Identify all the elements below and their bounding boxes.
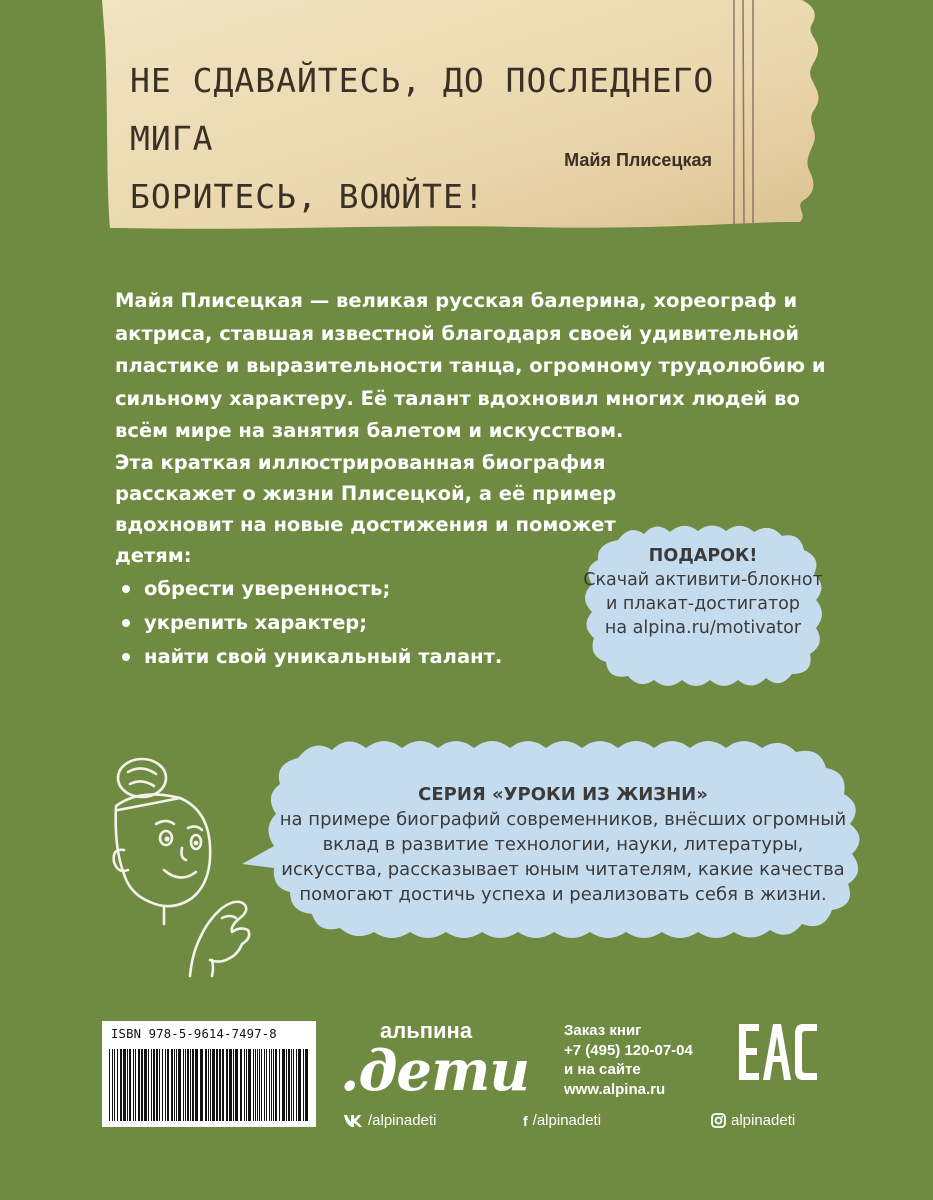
bullet-icon	[122, 653, 130, 661]
order-website[interactable]: www.alpina.ru	[564, 1080, 666, 1098]
barcode-icon	[109, 1049, 309, 1121]
intro-paragraph: Эта краткая иллюстрированная биография расскажет о жизни Плисецкой, а её пример вдохновит на новые достижения и поможет детям:	[115, 451, 617, 567]
list-item: обрести уверенность;	[122, 573, 502, 604]
instagram-icon	[711, 1113, 726, 1128]
social-links	[343, 1112, 833, 1136]
barcode-bar	[133, 1049, 134, 1121]
barcode-bar	[112, 1049, 113, 1121]
barcode-bar	[261, 1049, 262, 1121]
barcode-bar	[190, 1049, 191, 1121]
barcode-bar	[248, 1049, 251, 1121]
barcode-bar	[291, 1049, 292, 1121]
logo-bottom-word: .дети	[340, 1038, 530, 1104]
gift-cloud	[578, 518, 828, 694]
quote-line-1: НЕ СДАВАЙТЕСЬ, ДО ПОСЛЕДНЕГО МИГА	[130, 61, 715, 158]
barcode-bar	[219, 1049, 221, 1121]
barcode-bar	[127, 1049, 128, 1121]
bullet-icon	[122, 585, 130, 593]
barcode-bar	[210, 1049, 211, 1121]
social-vk[interactable]	[343, 1112, 436, 1129]
barcode-bar	[269, 1049, 270, 1121]
gift-line-2: и плакат-достигатор	[605, 594, 800, 614]
barcode-bar	[148, 1049, 149, 1121]
barcode-bar	[216, 1049, 218, 1121]
vk-handle: /alpinadeti	[368, 1112, 437, 1129]
quote-text	[130, 52, 790, 226]
order-line-3: и на сайте	[564, 1061, 641, 1078]
barcode-bar	[171, 1049, 173, 1121]
barcode-bar	[296, 1049, 297, 1121]
quote-note	[102, 0, 835, 232]
about-paragraph: Майя Плисецкая — великая русская балерина, хореограф и актриса, ставшая известной благодаря своей удивительной пластике и выразительности танца, огромному трудолюбию и сильному характеру. Её талант вдохновил многих людей во всём мире на занятия балетом и искусством.	[115, 289, 826, 442]
list-item: укрепить характер;	[122, 607, 502, 638]
barcode-bar	[266, 1049, 267, 1121]
order-info	[564, 1021, 744, 1099]
barcode-bar	[156, 1049, 158, 1121]
barcode-bar	[178, 1049, 181, 1121]
list-item: найти свой уникальный талант.	[122, 641, 502, 672]
social-facebook[interactable]	[523, 1112, 601, 1129]
barcode-bar	[271, 1049, 272, 1121]
gift-link[interactable]: на alpina.ru/motivator	[604, 618, 802, 638]
barcode-bar	[226, 1049, 228, 1121]
barcode-bar	[138, 1049, 140, 1121]
barcode-bar	[200, 1049, 203, 1121]
barcode-bar	[264, 1049, 265, 1121]
barcode-bar	[259, 1049, 260, 1121]
facebook-handle: /alpinadeti	[532, 1112, 602, 1129]
barcode-bar	[185, 1049, 186, 1121]
barcode-bar	[257, 1049, 258, 1121]
barcode-bar	[205, 1049, 207, 1121]
barcode-bar	[129, 1049, 131, 1121]
barcode-bar	[208, 1049, 209, 1121]
barcode-bar	[159, 1049, 160, 1121]
barcode-bar	[305, 1049, 308, 1121]
barcode-bar	[240, 1049, 242, 1121]
series-text	[273, 782, 853, 907]
barcode-bar	[222, 1049, 224, 1121]
barcode-bar	[253, 1049, 254, 1121]
barcode-bar	[114, 1049, 115, 1121]
barcode-bar	[183, 1049, 184, 1121]
publisher-logo[interactable]	[340, 1016, 540, 1108]
quote-line-2: БОРИТЕСЬ, ВОЮЙТЕ!	[130, 177, 485, 216]
instagram-handle: alpinadeti	[731, 1112, 796, 1129]
bullet-icon	[122, 619, 130, 627]
logo-top-word: альпина	[380, 1018, 473, 1043]
barcode-bar	[235, 1049, 238, 1121]
gift-text	[578, 544, 828, 640]
barcode-bar	[275, 1049, 277, 1121]
barcode-bar	[255, 1049, 256, 1121]
barcode-bar	[120, 1049, 122, 1121]
barcode-bar	[293, 1049, 294, 1121]
barcode-bar	[229, 1049, 232, 1121]
barcode-bar	[167, 1049, 169, 1121]
benefits-list	[122, 573, 502, 675]
series-title: СЕРИЯ «УРОКИ ИЗ ЖИЗНИ»	[418, 784, 708, 805]
barcode-bar	[212, 1049, 215, 1121]
order-line-1: Заказ книг	[564, 1022, 642, 1039]
barcode-bar	[176, 1049, 177, 1121]
series-cloud	[228, 728, 880, 960]
barcode-bar	[174, 1049, 175, 1121]
barcode-bar	[144, 1049, 147, 1121]
vk-icon	[343, 1114, 363, 1128]
barcode-bar	[273, 1049, 274, 1121]
order-phone[interactable]: +7 (495) 120-07-04	[564, 1041, 693, 1059]
barcode-bar	[246, 1049, 247, 1121]
barcode-bar	[123, 1049, 126, 1121]
barcode-bar	[165, 1049, 166, 1121]
series-description: на примере биографий современников, внёсших огромный вклад в развитие технологии, науки, литературы, искусства, рассказывает юным читателям, какие качества помогают достичь успеха и реализовать себя в жизни.	[279, 809, 847, 905]
barcode-bar	[151, 1049, 152, 1121]
barcode-bar	[109, 1049, 110, 1121]
barcode-bar	[298, 1049, 301, 1121]
barcode-bar	[162, 1049, 163, 1121]
barcode-bar	[279, 1049, 280, 1121]
barcode-bar	[153, 1049, 155, 1121]
isbn-number: ISBN 978-5-9614-7497-8	[111, 1027, 277, 1041]
eac-mark	[737, 1022, 821, 1082]
barcode-bar	[244, 1049, 245, 1121]
barcode-bar	[135, 1049, 136, 1121]
gift-title: ПОДАРОК!	[648, 546, 758, 566]
barcode-bar	[282, 1049, 285, 1121]
quote-author: Майя Плисецкая	[564, 150, 712, 170]
facebook-icon: f	[523, 1112, 528, 1129]
barcode-panel	[102, 1021, 316, 1127]
barcode-bar	[117, 1049, 118, 1121]
barcode-bar	[303, 1049, 304, 1121]
barcode-bar	[233, 1049, 234, 1121]
barcode-bar	[195, 1049, 198, 1121]
barcode-bar	[192, 1049, 194, 1121]
barcode-bar	[286, 1049, 287, 1121]
barcode-bar	[288, 1049, 290, 1121]
barcode-bar	[141, 1049, 143, 1121]
social-instagram[interactable]	[711, 1112, 795, 1129]
barcode-bar	[187, 1049, 189, 1121]
gift-line-1: Скачай активити-блокнот	[583, 570, 823, 590]
